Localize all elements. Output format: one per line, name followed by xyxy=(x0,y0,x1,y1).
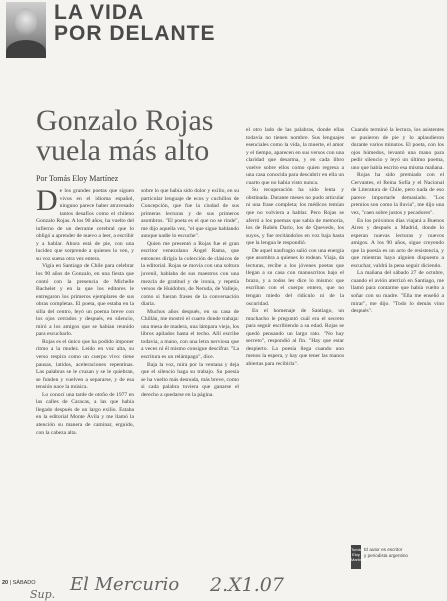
handwritten-sub-note: Sup. xyxy=(30,588,56,601)
paragraph: Rojas ha sido premiado con el Cervantes, el Reina Sofía y el Nacional de Literatura de Chile, pero nada de eso parece importarle demasiado. "Los premios son como la lluvia", me dijo una vez, "caen sobre justos y pecadores". xyxy=(351,172,444,217)
bio-text: El autor es escritor y periodista argentino xyxy=(364,547,408,558)
article-column-3 xyxy=(246,127,344,578)
headline-line1: Gonzalo Rojas xyxy=(36,104,214,137)
bio-tag: Tomás Eloy Martínez xyxy=(351,545,361,569)
paragraph: Muchos años después, en su casa de Chillán, me mostró el cuarto donde trabaja: una mesa de madera, una lámpara vieja, los libros apilados hasta el techo. Allí escribe todavía, a mano, con una letra nerviosa que a veces ni él mismo consigue descifrar. "La escritura es un relámpago", dice. xyxy=(141,308,239,361)
paragraph: Rojas es el único que ha podido imponer ritmo a la mudez. Leído en voz alta, su verso respira como un cuerpo vivo: tiene pausas, latidos, aceleraciones repentinas. Las palabras se le cruzan y se le quiebran, se funden y vuelven a separarse, y de esa tensión nace la música. xyxy=(36,338,134,391)
paragraph: Lo conocí una tarde de otoño de 1977 en las calles de Caracas, a las que había llegado después de un largo exilio. Estaba en la editorial Monte Ávila y me llamó la atención su manera de caminar, erguido, con la cabeza alta. xyxy=(36,391,134,436)
handwritten-date-note: 2.X1.07 xyxy=(210,574,284,596)
paragraph: el otro lado de las palabras, donde ellas todavía no tienen nombre. Sus lenguajes esenciales como la vida, la muerte, el amor y el tiempo, aparecen en sus versos con una claridad que desarma, y en cada libro vuelve sobre ellos como quien regresa a una casa conocida para descubrir en ella un cuarto que no había visto nunca. xyxy=(246,127,344,186)
author-photo xyxy=(6,2,46,58)
author-bio-box xyxy=(351,545,444,569)
article-headline xyxy=(36,106,213,166)
author-photo-head xyxy=(15,8,37,36)
section-title-line2: POR DELANTE xyxy=(54,22,216,45)
handwritten-source-note: El Mercurio xyxy=(70,574,180,595)
author-photo-shoulders xyxy=(6,40,46,58)
article-column-4 xyxy=(351,127,444,537)
paragraph: Cuando terminó la lectura, los asistentes se pusieron de pie y lo aplaudieron durante varios minutos. El poeta, con los ojos húmedos, levantó una mano para pedir silencio y leyó un último poema, uno que había escrito esa misma mañana. xyxy=(351,127,444,171)
paragraph: De los grandes poetas que siguen vivos en el idioma español, ninguno parece haber atravesado tantos desafíos como el chileno Gonzalo Rojas. A los 90 años, ha vuelto del infierno de un derrame cerebral que lo obligó a aprender de nuevo a leer, a escribir y a hablar. Ahora está de pie, con una lucidez que sorprende a quienes lo ven, y su voz suena otra vez entera. xyxy=(36,188,134,262)
article-column-1 xyxy=(36,188,134,578)
page-number: 20 xyxy=(2,580,9,586)
footer-label: SÁBADO xyxy=(12,580,36,586)
byline: Por Tomás Eloy Martínez xyxy=(36,174,119,183)
paragraph: De aquel naufragio salió con una energía que asombra a quienes lo rodean. Viaja, da lecturas, recibe a los jóvenes poetas que llegan a su casa con manuscritos bajo el brazo, y a todos les dice lo mismo: que escriban con el cuerpo entero, que no tengan miedo del ridículo ni de la oscuridad. xyxy=(246,247,344,307)
paragraph: Su recuperación ha sido lenta y obstinada. Durante meses no pudo articular ni una frase completa; los médicos temían que no volviera a hablar. Pero Rojas se aferró a los poemas que sabía de memoria, los de Rubén Darío, los de Quevedo, los suyos, y fue recitándolos en voz baja hasta que la lengua le respondió. xyxy=(246,187,344,247)
paragraph: Quien me presentó a Rojas fue el gran escritor venezolano Ángel Rama, que entonces dirigía la colección de clásicos de la editorial. Rojas se movía con una soltura juvenil, hablaba de sus maestros con una mezcla de gratitud y de ironía, y repetía versos de Huidobro, de Neruda, de Vallejo, como si fueran frases de la conversación diaria. xyxy=(141,240,239,308)
drop-cap: D xyxy=(36,188,58,217)
paragraph: En los próximos días viajará a Buenos Aires y después a Madrid, donde lo esperan nuevas lecturas y nuevos amigos. A los 90 años, sigue creyendo que la poesía es un acto de resistencia, y que mientras haya alguien dispuesto a escuchar, valdrá la pena seguir diciendo. xyxy=(351,217,444,269)
paragraph: La mañana del sábado 27 de octubre, cuando el avión aterrizó en Santiago, me llamó para contarme que había vuelto a soñar con su madre. "Ella me enseñó a mirar", me dijo. "Todo lo demás vino después". xyxy=(351,270,444,315)
section-title-line1: LA VIDA xyxy=(54,1,145,24)
paragraph: sobre lo que había sido dolor y exilio, en su particular lenguaje de ecos y cuchillos de Concepción, que fue la ciudad de sus primeras lecturas y de sus primeros asombros. "El poeta es el que no se rinde", me dijo aquella vez, "el que sigue hablando aunque nadie lo escuche". xyxy=(141,188,239,240)
page-footer: 20 | SÁBADO xyxy=(2,580,36,586)
headline-line2: vuela más alto xyxy=(36,134,210,167)
section-title xyxy=(54,2,216,44)
paragraph: Vigía en Santiago de Chile para celebrar los 90 años de Gonzalo, en una fiesta que contó con la presencia de Michelle Bachelet y en la que los editores le entregaron los primeros ejemplares de sus obras completas. El poeta, que estaba en la silla del centro, leyó un poema breve con los ojos cerrados y después, en silencio, miró a los amigos que se habían reunido para escucharlo. xyxy=(36,263,134,338)
paragraph: En el homenaje de Santiago, un muchacho le preguntó cuál era el secreto para seguir escribiendo a su edad. Rojas se quedó pensando un largo rato. "No hay secreto", respondió al fin. "Hay que estar despierto. La poesía llega cuando uno menos la espera, y hay que tener las manos abiertas para recibirla". xyxy=(246,308,344,367)
article-column-2 xyxy=(141,188,239,578)
paragraph: Baja la voz, mira por la ventana y deja que el silencio haga su trabajo. Su poesía se ha vuelto más desnuda, más breve, como si cada palabra tuviera que ganarse el derecho a quedarse en la página. xyxy=(141,361,239,398)
